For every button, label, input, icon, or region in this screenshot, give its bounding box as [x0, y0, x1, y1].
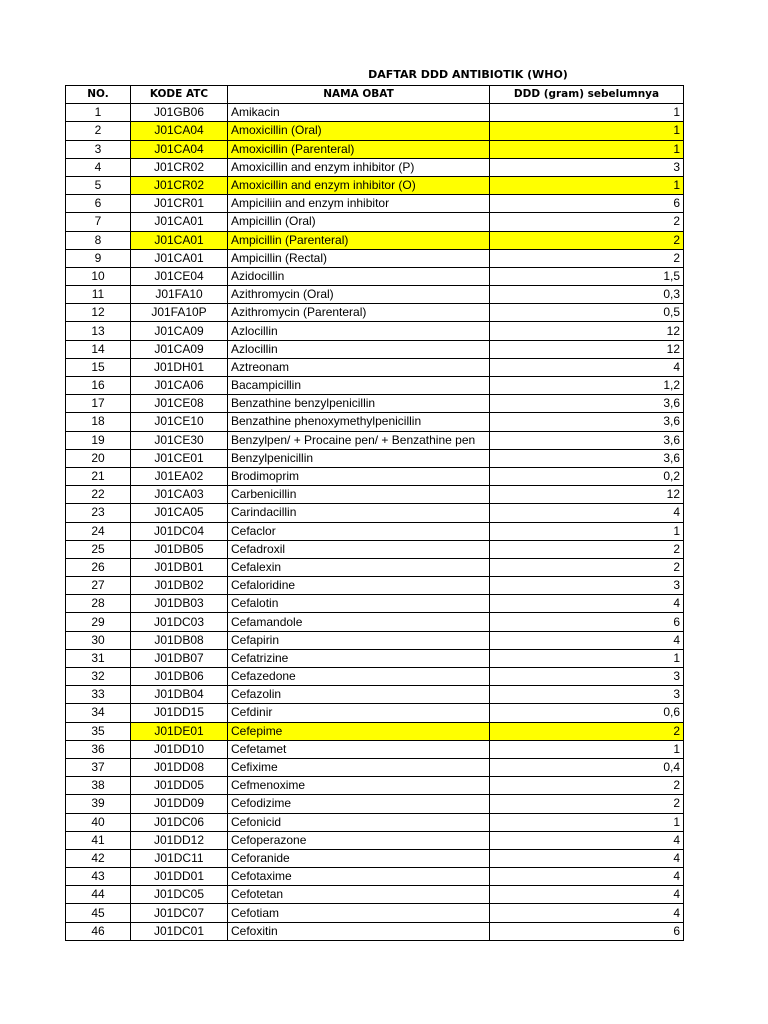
cell-no: 43	[66, 868, 131, 886]
cell-drug-name: Cefadroxil	[228, 540, 490, 558]
cell-drug-name: Cefazolin	[228, 686, 490, 704]
cell-atc-code: J01DD01	[131, 868, 228, 886]
cell-no: 34	[66, 704, 131, 722]
table-row	[66, 467, 684, 485]
cell-ddd: 1	[490, 740, 684, 758]
cell-no: 31	[66, 649, 131, 667]
cell-ddd: 12	[490, 340, 684, 358]
cell-ddd: 3,6	[490, 413, 684, 431]
cell-no: 16	[66, 377, 131, 395]
cell-drug-name: Ampicillin (Oral)	[228, 213, 490, 231]
cell-drug-name: Azlocillin	[228, 340, 490, 358]
cell-no: 8	[66, 231, 131, 249]
cell-no: 7	[66, 213, 131, 231]
cell-ddd: 3,6	[490, 395, 684, 413]
cell-atc-code: J01DH01	[131, 358, 228, 376]
cell-drug-name: Cefodizime	[228, 795, 490, 813]
cell-drug-name: Benzathine benzylpenicillin	[228, 395, 490, 413]
cell-no: 38	[66, 777, 131, 795]
cell-no: 33	[66, 686, 131, 704]
cell-atc-code: J01CR02	[131, 158, 228, 176]
table-row	[66, 140, 684, 158]
cell-drug-name: Benzylpen/ + Procaine pen/ + Benzathine pen	[228, 431, 490, 449]
cell-ddd: 2	[490, 558, 684, 576]
cell-atc-code: J01CR01	[131, 195, 228, 213]
table-row	[66, 449, 684, 467]
table-row	[66, 668, 684, 686]
table-row	[66, 904, 684, 922]
table-row	[66, 195, 684, 213]
table-row	[66, 758, 684, 776]
cell-drug-name: Azlocillin	[228, 322, 490, 340]
table-row	[66, 686, 684, 704]
cell-ddd: 0,2	[490, 467, 684, 485]
cell-atc-code: J01FA10	[131, 286, 228, 304]
cell-drug-name: Cefoxitin	[228, 922, 490, 940]
cell-no: 23	[66, 504, 131, 522]
cell-atc-code: J01CE10	[131, 413, 228, 431]
cell-no: 27	[66, 577, 131, 595]
table-row	[66, 777, 684, 795]
cell-no: 17	[66, 395, 131, 413]
cell-no: 20	[66, 449, 131, 467]
cell-drug-name: Ceforanide	[228, 849, 490, 867]
table-row	[66, 922, 684, 940]
cell-atc-code: J01CE30	[131, 431, 228, 449]
cell-atc-code: J01CR02	[131, 176, 228, 194]
cell-atc-code: J01DC05	[131, 886, 228, 904]
cell-drug-name: Cefetamet	[228, 740, 490, 758]
cell-drug-name: Cefotaxime	[228, 868, 490, 886]
cell-no: 9	[66, 249, 131, 267]
cell-ddd: 3	[490, 686, 684, 704]
cell-ddd: 2	[490, 249, 684, 267]
cell-no: 12	[66, 304, 131, 322]
cell-no: 40	[66, 813, 131, 831]
cell-atc-code: J01DE01	[131, 722, 228, 740]
cell-ddd: 4	[490, 358, 684, 376]
table-row	[66, 649, 684, 667]
cell-drug-name: Cefonicid	[228, 813, 490, 831]
page-title: DAFTAR DDD ANTIBIOTIK (WHO)	[368, 68, 568, 81]
cell-atc-code: J01DC01	[131, 922, 228, 940]
cell-ddd: 1	[490, 176, 684, 194]
table-row	[66, 577, 684, 595]
cell-drug-name: Cefotiam	[228, 904, 490, 922]
cell-ddd: 1	[490, 649, 684, 667]
cell-no: 14	[66, 340, 131, 358]
table-row	[66, 868, 684, 886]
cell-atc-code: J01DB03	[131, 595, 228, 613]
cell-ddd: 4	[490, 595, 684, 613]
cell-ddd: 12	[490, 322, 684, 340]
cell-drug-name: Ampiciliin and enzym inhibitor	[228, 195, 490, 213]
table-row	[66, 231, 684, 249]
cell-ddd: 1,5	[490, 267, 684, 285]
cell-atc-code: J01DB01	[131, 558, 228, 576]
cell-atc-code: J01CA01	[131, 249, 228, 267]
ddd-table	[65, 85, 684, 941]
cell-ddd: 6	[490, 195, 684, 213]
table-row	[66, 377, 684, 395]
column-header-no: NO.	[66, 86, 131, 104]
cell-drug-name: Cefalotin	[228, 595, 490, 613]
cell-atc-code: J01DD15	[131, 704, 228, 722]
cell-no: 11	[66, 286, 131, 304]
table-row	[66, 486, 684, 504]
cell-no: 19	[66, 431, 131, 449]
cell-drug-name: Bacampicillin	[228, 377, 490, 395]
cell-ddd: 3,6	[490, 449, 684, 467]
cell-atc-code: J01CA04	[131, 122, 228, 140]
cell-ddd: 4	[490, 504, 684, 522]
cell-drug-name: Cefdinir	[228, 704, 490, 722]
cell-drug-name: Amoxicillin (Oral)	[228, 122, 490, 140]
cell-drug-name: Amoxicillin (Parenteral)	[228, 140, 490, 158]
cell-no: 4	[66, 158, 131, 176]
cell-drug-name: Amoxicillin and enzym inhibitor (O)	[228, 176, 490, 194]
cell-ddd: 2	[490, 795, 684, 813]
cell-drug-name: Amoxicillin and enzym inhibitor (P)	[228, 158, 490, 176]
cell-atc-code: J01DD05	[131, 777, 228, 795]
cell-drug-name: Ampicillin (Parenteral)	[228, 231, 490, 249]
cell-ddd: 4	[490, 849, 684, 867]
cell-atc-code: J01DC06	[131, 813, 228, 831]
cell-no: 46	[66, 922, 131, 940]
cell-no: 26	[66, 558, 131, 576]
cell-no: 21	[66, 467, 131, 485]
cell-atc-code: J01DB08	[131, 631, 228, 649]
cell-no: 1	[66, 104, 131, 122]
table-row	[66, 267, 684, 285]
cell-drug-name: Cefaclor	[228, 522, 490, 540]
cell-atc-code: J01CA09	[131, 340, 228, 358]
cell-drug-name: Cefotetan	[228, 886, 490, 904]
cell-drug-name: Cefixime	[228, 758, 490, 776]
cell-no: 15	[66, 358, 131, 376]
cell-ddd: 4	[490, 886, 684, 904]
cell-drug-name: Carindacillin	[228, 504, 490, 522]
cell-ddd: 1	[490, 140, 684, 158]
cell-no: 5	[66, 176, 131, 194]
cell-atc-code: J01CA09	[131, 322, 228, 340]
cell-no: 25	[66, 540, 131, 558]
cell-no: 3	[66, 140, 131, 158]
cell-no: 13	[66, 322, 131, 340]
cell-ddd: 3	[490, 668, 684, 686]
cell-drug-name: Cefatrizine	[228, 649, 490, 667]
cell-ddd: 3	[490, 158, 684, 176]
cell-ddd: 3,6	[490, 431, 684, 449]
cell-ddd: 6	[490, 613, 684, 631]
cell-atc-code: J01DC04	[131, 522, 228, 540]
cell-drug-name: Amikacin	[228, 104, 490, 122]
table-row	[66, 813, 684, 831]
table-row	[66, 831, 684, 849]
cell-drug-name: Cefamandole	[228, 613, 490, 631]
table-row	[66, 795, 684, 813]
column-header-atc-code: KODE ATC	[131, 86, 228, 104]
cell-ddd: 1	[490, 122, 684, 140]
table-row	[66, 540, 684, 558]
cell-no: 42	[66, 849, 131, 867]
cell-no: 44	[66, 886, 131, 904]
table-row	[66, 504, 684, 522]
table-header-row	[66, 86, 684, 104]
cell-no: 22	[66, 486, 131, 504]
cell-drug-name: Cefazedone	[228, 668, 490, 686]
table-row	[66, 122, 684, 140]
table-row	[66, 558, 684, 576]
cell-atc-code: J01DB04	[131, 686, 228, 704]
column-header-drug-name: NAMA OBAT	[228, 86, 490, 104]
cell-atc-code: J01CA03	[131, 486, 228, 504]
cell-ddd: 3	[490, 577, 684, 595]
cell-ddd: 1	[490, 104, 684, 122]
cell-atc-code: J01CA05	[131, 504, 228, 522]
table-row	[66, 158, 684, 176]
table-row	[66, 176, 684, 194]
cell-no: 39	[66, 795, 131, 813]
cell-drug-name: Azidocillin	[228, 267, 490, 285]
table-row	[66, 431, 684, 449]
cell-drug-name: Aztreonam	[228, 358, 490, 376]
cell-ddd: 0,6	[490, 704, 684, 722]
cell-ddd: 2	[490, 540, 684, 558]
cell-ddd: 2	[490, 722, 684, 740]
cell-no: 2	[66, 122, 131, 140]
cell-atc-code: J01CE04	[131, 267, 228, 285]
cell-drug-name: Brodimoprim	[228, 467, 490, 485]
cell-drug-name: Cefapirin	[228, 631, 490, 649]
cell-ddd: 1	[490, 813, 684, 831]
cell-atc-code: J01GB06	[131, 104, 228, 122]
cell-ddd: 0,4	[490, 758, 684, 776]
table-row	[66, 395, 684, 413]
cell-drug-name: Azithromycin (Parenteral)	[228, 304, 490, 322]
table-row	[66, 886, 684, 904]
table-row	[66, 340, 684, 358]
table-row	[66, 358, 684, 376]
table-row	[66, 631, 684, 649]
cell-atc-code: J01DB02	[131, 577, 228, 595]
cell-no: 6	[66, 195, 131, 213]
cell-ddd: 0,5	[490, 304, 684, 322]
cell-ddd: 4	[490, 831, 684, 849]
cell-atc-code: J01DD08	[131, 758, 228, 776]
cell-drug-name: Benzylpenicillin	[228, 449, 490, 467]
cell-atc-code: J01CA01	[131, 213, 228, 231]
cell-drug-name: Cefmenoxime	[228, 777, 490, 795]
cell-atc-code: J01CE08	[131, 395, 228, 413]
cell-atc-code: J01DD10	[131, 740, 228, 758]
cell-no: 41	[66, 831, 131, 849]
cell-ddd: 1	[490, 522, 684, 540]
cell-drug-name: Cefepime	[228, 722, 490, 740]
table-body	[66, 104, 684, 941]
table-row	[66, 595, 684, 613]
cell-drug-name: Cefoperazone	[228, 831, 490, 849]
table-row	[66, 849, 684, 867]
cell-no: 28	[66, 595, 131, 613]
column-header-ddd: DDD (gram) sebelumnya	[490, 86, 684, 104]
table-row	[66, 413, 684, 431]
cell-ddd: 2	[490, 213, 684, 231]
cell-ddd: 4	[490, 631, 684, 649]
cell-ddd: 0,3	[490, 286, 684, 304]
cell-atc-code: J01DC11	[131, 849, 228, 867]
cell-ddd: 2	[490, 777, 684, 795]
table-row	[66, 104, 684, 122]
cell-atc-code: J01CE01	[131, 449, 228, 467]
table-row	[66, 249, 684, 267]
cell-atc-code: J01DB07	[131, 649, 228, 667]
table-row	[66, 322, 684, 340]
cell-drug-name: Carbenicillin	[228, 486, 490, 504]
table-row	[66, 522, 684, 540]
cell-atc-code: J01DD09	[131, 795, 228, 813]
cell-no: 37	[66, 758, 131, 776]
cell-atc-code: J01CA01	[131, 231, 228, 249]
cell-atc-code: J01FA10P	[131, 304, 228, 322]
cell-ddd: 4	[490, 868, 684, 886]
table-row	[66, 213, 684, 231]
cell-no: 18	[66, 413, 131, 431]
cell-drug-name: Benzathine phenoxymethylpenicillin	[228, 413, 490, 431]
cell-no: 30	[66, 631, 131, 649]
cell-atc-code: J01DD12	[131, 831, 228, 849]
cell-ddd: 12	[490, 486, 684, 504]
cell-atc-code: J01CA06	[131, 377, 228, 395]
cell-no: 35	[66, 722, 131, 740]
cell-no: 32	[66, 668, 131, 686]
cell-atc-code: J01EA02	[131, 467, 228, 485]
cell-ddd: 1,2	[490, 377, 684, 395]
cell-drug-name: Azithromycin (Oral)	[228, 286, 490, 304]
table-row	[66, 286, 684, 304]
cell-ddd: 4	[490, 904, 684, 922]
cell-atc-code: J01DC07	[131, 904, 228, 922]
cell-no: 29	[66, 613, 131, 631]
table-row	[66, 304, 684, 322]
cell-atc-code: J01DC03	[131, 613, 228, 631]
table-row	[66, 722, 684, 740]
table-row	[66, 704, 684, 722]
cell-no: 10	[66, 267, 131, 285]
table-row	[66, 613, 684, 631]
cell-no: 36	[66, 740, 131, 758]
cell-drug-name: Ampicillin (Rectal)	[228, 249, 490, 267]
cell-drug-name: Cefalexin	[228, 558, 490, 576]
cell-atc-code: J01DB06	[131, 668, 228, 686]
cell-atc-code: J01CA04	[131, 140, 228, 158]
cell-no: 24	[66, 522, 131, 540]
cell-atc-code: J01DB05	[131, 540, 228, 558]
cell-ddd: 6	[490, 922, 684, 940]
cell-ddd: 2	[490, 231, 684, 249]
cell-no: 45	[66, 904, 131, 922]
cell-drug-name: Cefaloridine	[228, 577, 490, 595]
table-row	[66, 740, 684, 758]
